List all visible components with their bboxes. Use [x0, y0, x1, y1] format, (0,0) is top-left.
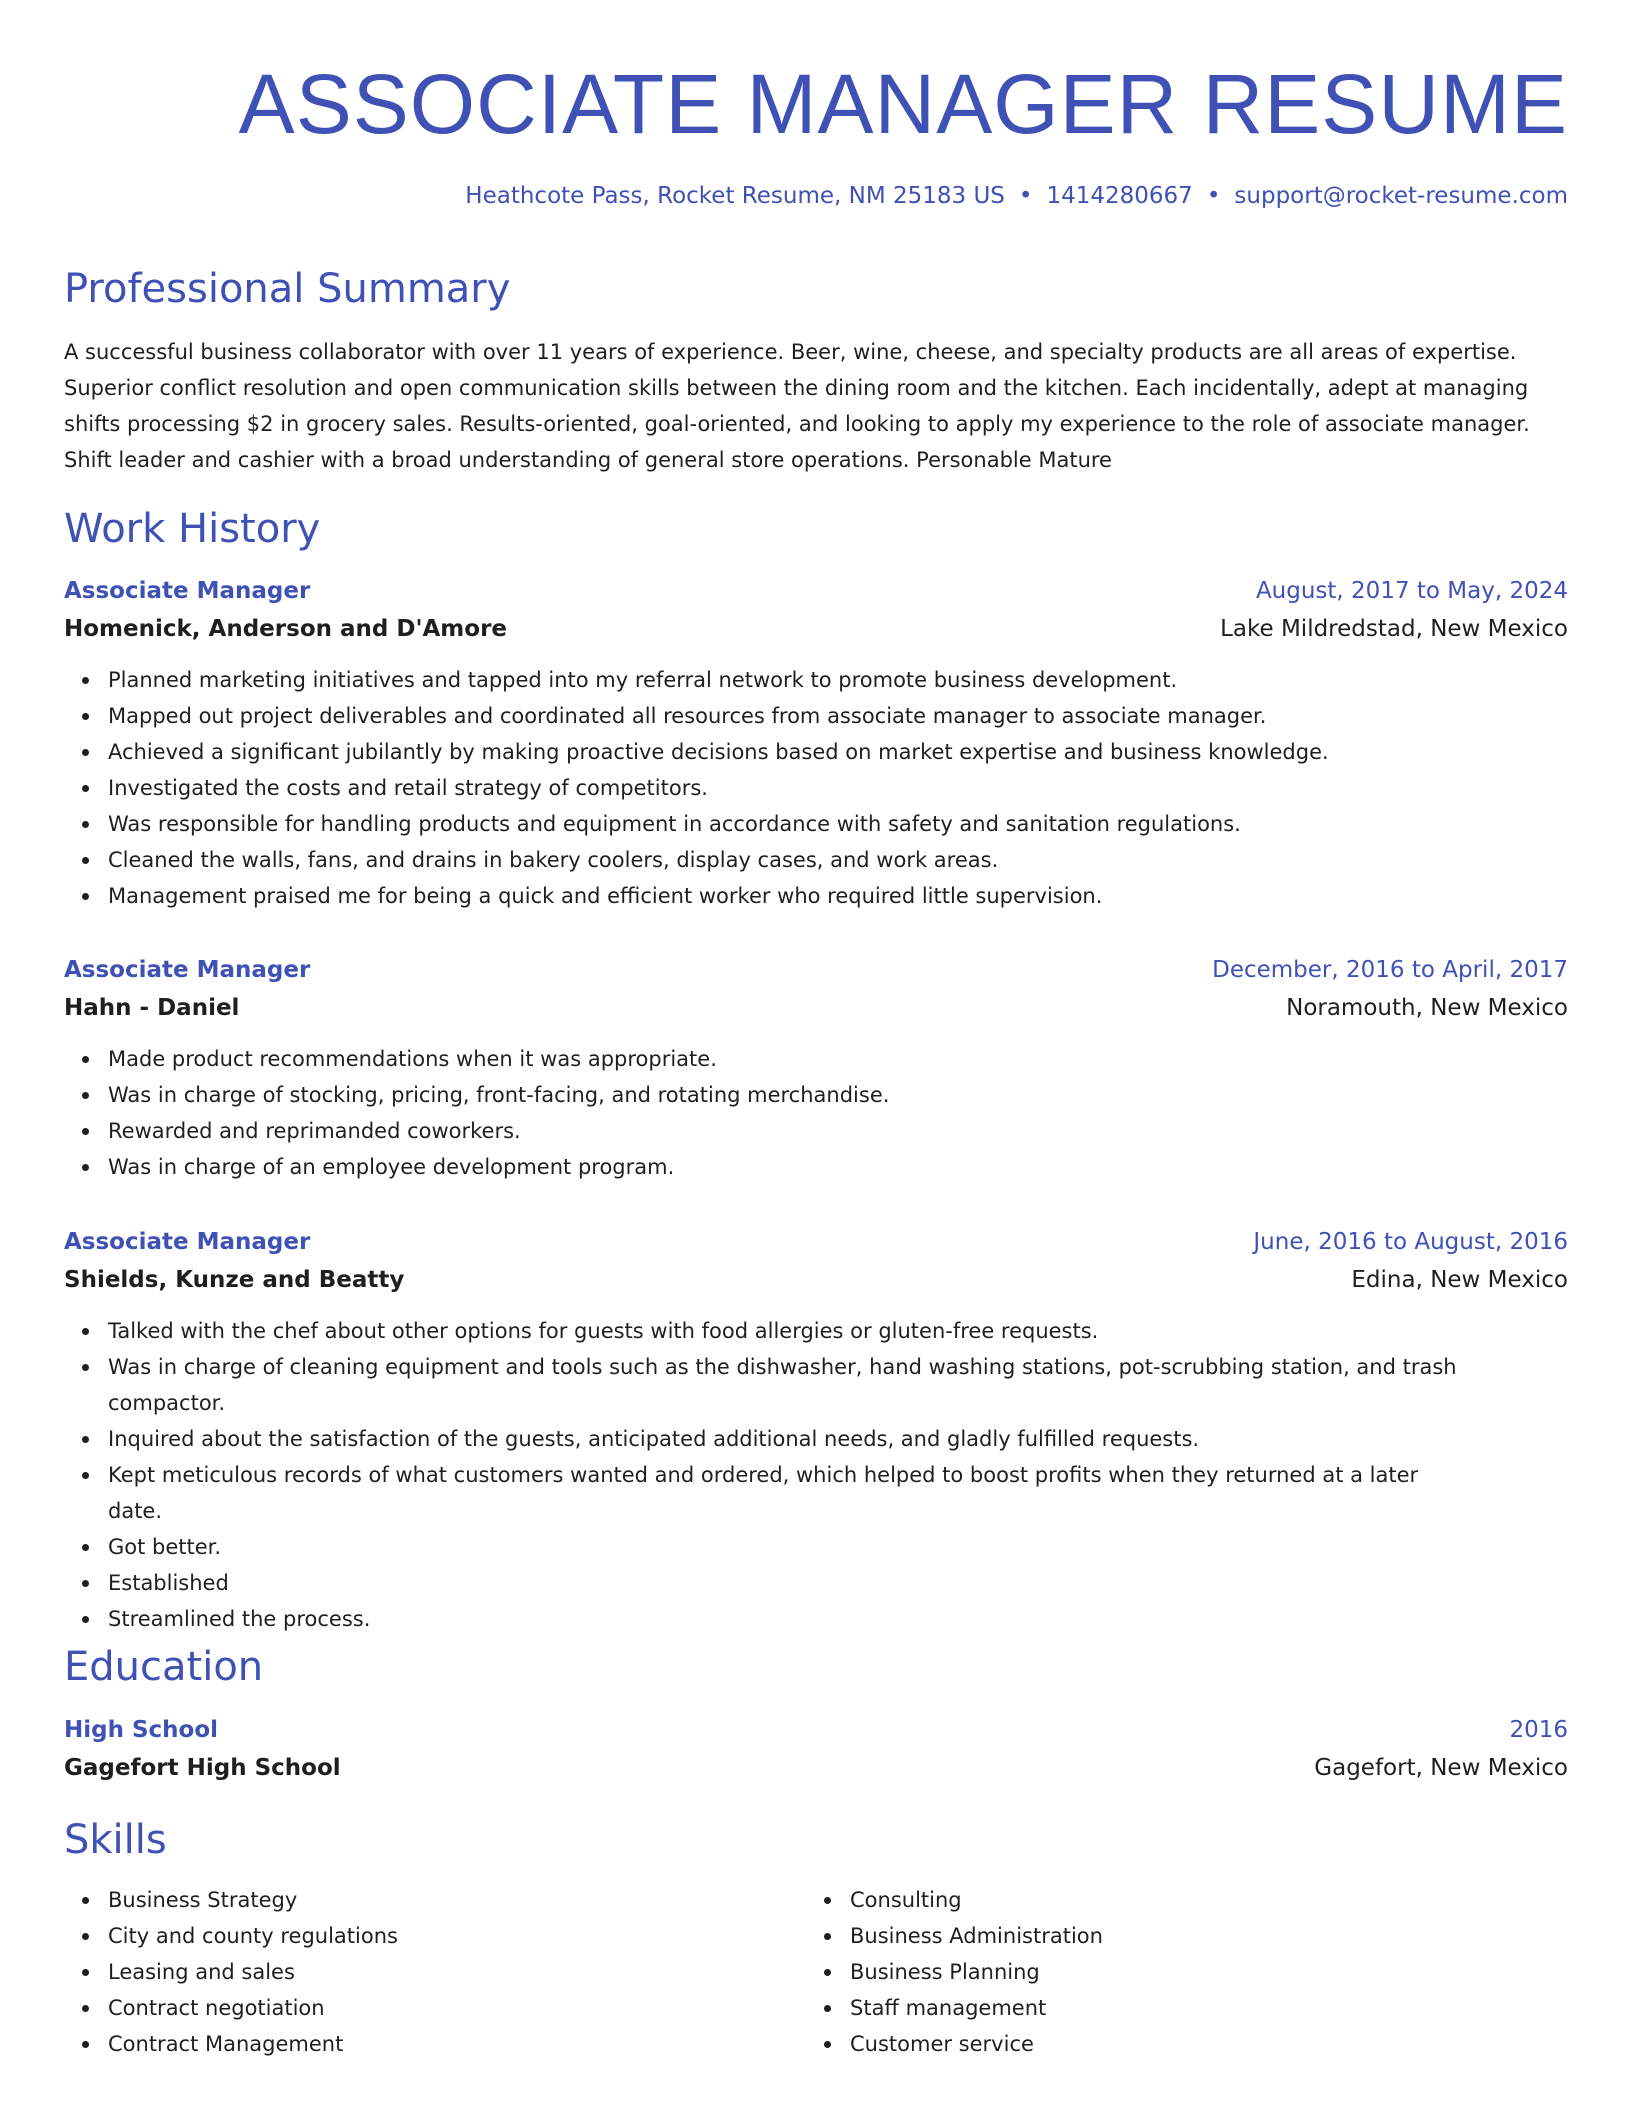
- job-dates: December, 2016 to April, 2017: [1212, 957, 1568, 983]
- job-company: Homenick, Anderson and D'Amore: [64, 616, 508, 642]
- skills-column-left: [64, 1882, 764, 2062]
- contact-line: [465, 180, 1568, 212]
- skill-item: City and county regulations: [108, 1918, 764, 1954]
- education-school: Gagefort High School: [64, 1755, 341, 1781]
- skill-item: Business Strategy: [108, 1882, 764, 1918]
- job-bullet: Rewarded and reprimanded coworkers.: [108, 1113, 1568, 1149]
- job-bullet: Achieved a significant jubilantly by making proactive decisions based on market expertise and business knowledge.: [108, 734, 1568, 770]
- education-entry: [64, 1711, 1568, 1787]
- education-location: Gagefort, New Mexico: [1314, 1755, 1568, 1781]
- job-bullet: Was responsible for handling products and equipment in accordance with safety and sanitation regulations.: [108, 806, 1568, 842]
- job-bullet: Kept meticulous records of what customers wanted and ordered, which helped to boost profits when they returned at a later date.: [108, 1457, 1568, 1529]
- job-bullet: Was in charge of an employee development program.: [108, 1149, 1568, 1185]
- education-year: 2016: [1509, 1717, 1568, 1743]
- skill-item: Leasing and sales: [108, 1954, 764, 1990]
- job-bullet: Was in charge of cleaning equipment and tools such as the dishwasher, hand washing stations, pot-scrubbing station, and trash compactor.: [108, 1349, 1568, 1421]
- contact-separator: •: [1018, 183, 1033, 209]
- skill-item: Business Administration: [850, 1918, 1506, 1954]
- job-bullet: Management praised me for being a quick and efficient worker who required little supervision.: [108, 878, 1568, 914]
- job-bullet: Established: [108, 1565, 1568, 1601]
- job-entry: [64, 951, 1568, 1185]
- skill-item: Business Planning: [850, 1954, 1506, 1990]
- skills-list: [64, 1882, 764, 2062]
- job-title: Associate Manager: [64, 1229, 311, 1255]
- job-location: Noramouth, New Mexico: [1286, 995, 1568, 1021]
- resume-name: ASSOCIATE MANAGER RESUME: [238, 57, 1568, 151]
- job-entry: [64, 572, 1568, 914]
- job-bullet: Cleaned the walls, fans, and drains in bakery coolers, display cases, and work areas.: [108, 842, 1568, 878]
- job-bullet: Streamlined the process.: [108, 1601, 1568, 1637]
- job-bullet: Got better.: [108, 1529, 1568, 1565]
- job-title: Associate Manager: [64, 578, 311, 604]
- skill-item: Contract Management: [108, 2026, 764, 2062]
- skill-item: Contract negotiation: [108, 1990, 764, 2026]
- job-dates: August, 2017 to May, 2024: [1255, 578, 1568, 604]
- skill-item: Staff management: [850, 1990, 1506, 2026]
- skills-heading: Skills: [64, 1817, 167, 1863]
- skill-item: Customer service: [850, 2026, 1506, 2062]
- job-entry: [64, 1223, 1568, 1637]
- skills-column-right: [806, 1882, 1506, 2062]
- skills-list: [806, 1882, 1506, 2062]
- contact-separator: •: [1206, 183, 1221, 209]
- job-bullets: [64, 662, 1568, 914]
- summary-text: A successful business collaborator with over 11 years of experience. Beer, wine, cheese, and specialty products are all areas of expertise. Superior conflict resolution and open communication skills between the dining room and the kitchen. Each incidentally, adept at managing shifts processing $2 in grocery sales. Results-oriented, goal-oriented, and looking to apply my experience to the role of associate manager. Shift leader and cashier with a broad understanding of general store operations. Personable Mature: [64, 340, 1530, 472]
- summary-heading: Professional Summary: [64, 266, 511, 312]
- job-dates: June, 2016 to August, 2016: [1253, 1229, 1568, 1255]
- job-company: Hahn - Daniel: [64, 995, 240, 1021]
- work-history-heading: Work History: [64, 506, 321, 552]
- job-bullet: Was in charge of stocking, pricing, front-facing, and rotating merchandise.: [108, 1077, 1568, 1113]
- education-degree: High School: [64, 1717, 219, 1743]
- job-bullet: Planned marketing initiatives and tapped into my referral network to promote business development.: [108, 662, 1568, 698]
- job-title: Associate Manager: [64, 957, 311, 983]
- contact-phone: 1414280667: [1046, 183, 1193, 209]
- job-bullet: Inquired about the satisfaction of the guests, anticipated additional needs, and gladly fulfilled requests.: [108, 1421, 1568, 1457]
- job-company: Shields, Kunze and Beatty: [64, 1267, 405, 1293]
- contact-address: Heathcote Pass, Rocket Resume, NM 25183 US: [465, 183, 1005, 209]
- job-bullets: [64, 1313, 1568, 1637]
- job-bullet: Made product recommendations when it was appropriate.: [108, 1041, 1568, 1077]
- job-bullets: [64, 1041, 1568, 1185]
- skill-item: Consulting: [850, 1882, 1506, 1918]
- job-location: Lake Mildredstad, New Mexico: [1220, 616, 1568, 642]
- contact-email: support@rocket-resume.com: [1234, 183, 1568, 209]
- job-location: Edina, New Mexico: [1351, 1267, 1568, 1293]
- job-bullet: Investigated the costs and retail strategy of competitors.: [108, 770, 1568, 806]
- job-bullet: Talked with the chef about other options for guests with food allergies or gluten-free requests.: [108, 1313, 1568, 1349]
- job-bullet: Mapped out project deliverables and coordinated all resources from associate manager to associate manager.: [108, 698, 1568, 734]
- education-heading: Education: [64, 1644, 264, 1690]
